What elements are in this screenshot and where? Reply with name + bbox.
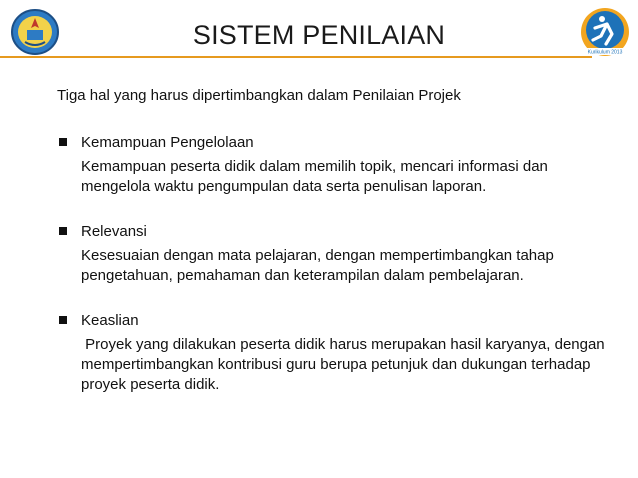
- criterion-heading: Keaslian: [81, 312, 139, 329]
- square-bullet-icon: [59, 316, 67, 324]
- kurikulum-2013-logo-icon: [579, 6, 631, 58]
- criterion-heading: Kemampuan Pengelolaan: [81, 134, 254, 151]
- criterion-item: [57, 222, 617, 286]
- logo-caption: Kurikulum 2013: [587, 49, 623, 56]
- criterion-description: Kemampuan peserta didik dalam memilih topik, mencari informasi dan mengelola waktu pengumpulan data serta penulisan laporan.: [81, 158, 548, 195]
- criterion-description: Kesesuaian dengan mata pelajaran, dengan mempertimbangkan tahap pengetahuan, pemahaman dan keterampilan dalam pembelajaran.: [81, 247, 554, 284]
- criterion-heading-row: [57, 311, 617, 331]
- title-divider: [0, 56, 592, 58]
- intro-text: Tiga hal yang harus dipertimbangkan dalam Penilaian Projek: [57, 87, 461, 104]
- criterion-heading-row: [57, 222, 617, 242]
- criterion-item: [57, 133, 617, 197]
- criterion-heading-row: [57, 133, 617, 153]
- square-bullet-icon: [59, 138, 67, 146]
- criterion-item: [57, 311, 617, 395]
- page-title: SISTEM PENILAIAN: [192, 20, 446, 50]
- square-bullet-icon: [59, 227, 67, 235]
- criterion-heading: Relevansi: [81, 223, 147, 240]
- criterion-description: Proyek yang dilakukan peserta didik harus merupakan hasil karyanya, dengan mempertimbangkan kontribusi guru berupa petunjuk dan dukungan terhadap proyek peserta didik.: [81, 336, 609, 393]
